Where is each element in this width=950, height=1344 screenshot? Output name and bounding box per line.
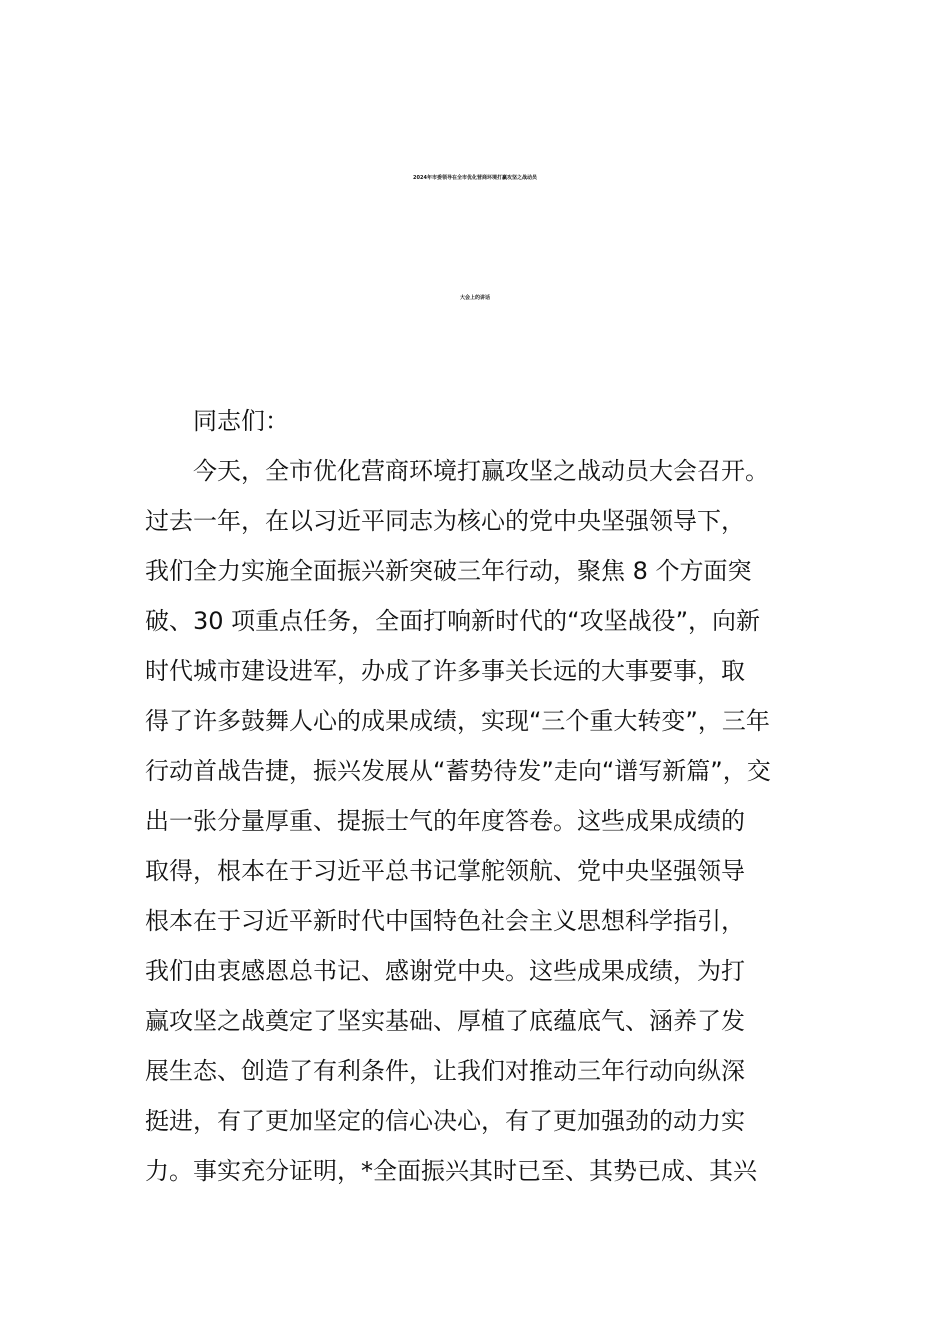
salutation: 同志们：	[193, 407, 289, 435]
paragraph-line: 得了许多鼓舞人心的成果成绩，实现“三个重大转变”，三年	[145, 707, 770, 735]
paragraph-line: 出一张分量厚重、提振士气的年度答卷。这些成果成绩的	[145, 807, 745, 835]
paragraph-line: 我们全力实施全面振兴新突破三年行动，聚焦 8 个方面突	[145, 557, 752, 585]
paragraph-line: 时代城市建设进军，办成了许多事关长远的大事要事，取	[145, 657, 745, 685]
paragraph-line: 力。事实充分证明，*全面振兴其时已至、其势已成、其兴	[145, 1157, 757, 1185]
paragraph-line: 行动首战告捷，振兴发展从“蓄势待发”走向“谱写新篇”，交	[145, 757, 771, 785]
paragraph-line: 展生态、创造了有利条件，让我们对推动三年行动向纵深	[145, 1057, 745, 1085]
paragraph-line: 根本在于习近平新时代中国特色社会主义思想科学指引，	[145, 907, 745, 935]
paragraph-line: 破、30 项重点任务，全面打响新时代的“攻坚战役”，向新	[145, 607, 761, 635]
paragraph-line: 我们由衷感恩总书记、感谢党中央。这些成果成绩，为打	[145, 957, 745, 985]
paragraph-line: 赢攻坚之战奠定了坚实基础、厚植了底蕴底气、涵养了发	[145, 1007, 745, 1035]
document-title-line-2: 大会上的讲话	[459, 295, 490, 301]
paragraph-line: 过去一年，在以习近平同志为核心的党中央坚强领导下，	[145, 507, 745, 535]
paragraph-line: 挺进，有了更加坚定的信心决心，有了更加强劲的动力实	[145, 1107, 745, 1135]
paragraph-line: 取得，根本在于习近平总书记掌舵领航、党中央坚强领导	[145, 857, 745, 885]
paragraph-line: 今天，全市优化营商环境打赢攻坚之战动员大会召开。	[193, 457, 769, 485]
document-title-line-1: 2024年市委领导在全市优化营商环境打赢攻坚之战动员	[413, 175, 537, 181]
